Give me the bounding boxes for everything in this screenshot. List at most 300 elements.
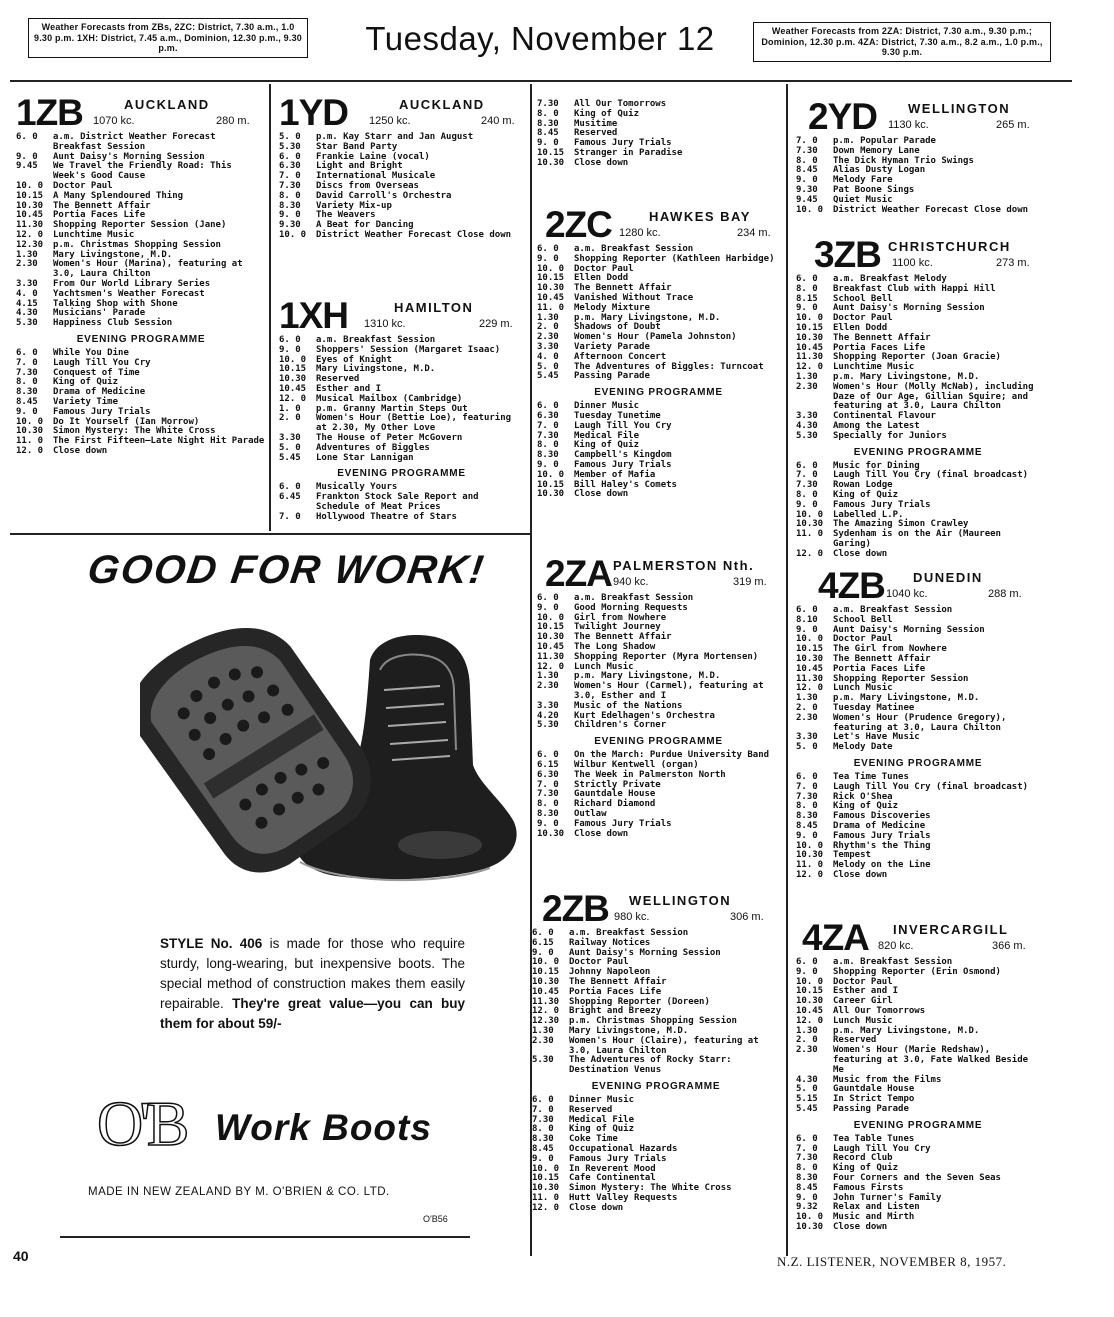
time: 5.45	[537, 371, 559, 382]
time: 2. 0	[796, 1035, 818, 1046]
time: 6. 0	[537, 593, 559, 603]
time: 10. 0	[537, 612, 565, 623]
programme: Dinner Music	[569, 1094, 635, 1105]
wavelength: 240 m.	[481, 115, 515, 127]
programme: Music of the Nations	[574, 700, 683, 711]
time: 9. 0	[279, 210, 301, 221]
station-3zb	[796, 234, 1040, 560]
programme: p.m. Mary Livingstone, M.D.	[833, 371, 980, 382]
wavelength: 306 m.	[730, 911, 764, 923]
ad-code: O'B56	[423, 1214, 448, 1224]
call-sign: 4ZA	[802, 917, 869, 958]
time: 6. 0	[537, 750, 559, 761]
programme: Sydenham is on the Air (Maureen Garing)	[833, 529, 1001, 549]
evening-heading: EVENING PROGRAMME	[591, 1080, 721, 1092]
time: 12. 0	[16, 445, 44, 456]
programme: a.m. Breakfast Session	[574, 593, 694, 603]
programme: A Beat for Dancing	[316, 220, 414, 231]
header-rule	[10, 80, 1072, 82]
time: 10.30	[537, 632, 565, 643]
time: 8.30	[537, 118, 559, 129]
programme: p.m. Mary Livingstone, M.D.	[574, 671, 721, 682]
time: 3.30	[537, 341, 559, 352]
programme: Famous Jury Trials	[833, 830, 931, 841]
time: 2.30	[537, 681, 559, 692]
station-2za	[537, 553, 780, 839]
programme: Shopping Reporter (Kathleen Harbidge)	[574, 253, 775, 264]
programme: Passing Parade	[574, 371, 650, 382]
programme: Women's Hour (Prudence Gregory), featuring at 3.0, Laura Chilton	[833, 712, 1007, 733]
time: 10. 0	[796, 313, 824, 324]
programme: Close down	[833, 548, 888, 559]
frequency: 1250 kc.	[369, 115, 411, 127]
time: 8. 0	[537, 108, 559, 119]
time: 6. 0	[796, 957, 818, 967]
ob-logo: O'B	[97, 1088, 186, 1159]
call-sign: 1XH	[279, 295, 348, 336]
programme: Close down	[574, 489, 629, 500]
programme: Vanished Without Trace	[574, 292, 694, 303]
time: 11.30	[796, 673, 824, 684]
programme: Breakfast Club with Happi Hill	[833, 283, 996, 294]
time: 10.15	[532, 967, 560, 978]
schedule-row	[537, 721, 780, 731]
city-name: PALMERSTON Nth.	[613, 558, 755, 573]
time: 4.30	[16, 308, 38, 319]
programme: King of Quiz	[569, 1124, 635, 1135]
time: 9. 0	[279, 344, 301, 355]
price-callout: They're great value—you can buy them for about 59/-	[160, 996, 465, 1031]
programme: Mary Livingstone, M.D.	[569, 1025, 689, 1036]
time: 4.15	[16, 298, 38, 309]
time: 5. 0	[279, 442, 301, 453]
evening-schedule	[16, 349, 266, 457]
programme: p.m. Mary Livingstone, M.D.	[833, 693, 980, 704]
style-number: STYLE No. 406	[160, 936, 263, 951]
time: 8. 0	[796, 283, 818, 294]
ad-headline: GOOD FOR WORK!	[84, 548, 489, 592]
time: 9.45	[796, 194, 818, 205]
evening-heading: EVENING PROGRAMME	[853, 446, 983, 458]
time: 10.30	[537, 828, 565, 839]
time: 10.30	[537, 489, 565, 500]
time: 8. 0	[537, 799, 559, 810]
programme: Aunt Daisy's Morning Session	[833, 624, 985, 635]
programme: Mary Livingstone, M.D.	[53, 249, 173, 260]
city-name: HAWKES BAY	[649, 209, 751, 224]
programme: a.m. Breakfast Session	[316, 335, 436, 345]
programme: Famous Jury Trials	[569, 1153, 667, 1164]
programme: Four Corners and the Seven Seas	[833, 1172, 1001, 1183]
evening-heading: EVENING PROGRAMME	[337, 468, 466, 480]
programme: Women's Hour (Molly McNab), including Daze of Our Age, Gillian Squire; and featuring at 3.0, Laura Chilton	[833, 381, 1034, 412]
programme: a.m. Breakfast Session	[574, 244, 694, 254]
time: 6. 0	[796, 605, 818, 615]
ad-body-copy	[160, 934, 465, 1034]
programme: p.m. Christmas Shopping Session	[53, 239, 221, 250]
programme: Record Club	[833, 1153, 893, 1164]
time: 6.30	[537, 769, 559, 780]
time: 5.15	[796, 1094, 818, 1105]
weather-forecast-box-left: Weather Forecasts from ZBs, 2ZC: District, 7.30 a.m., 1.0 9.30 p.m. 1XH: District, 7.45 a.m., Dominion, 12.30 p.m., 9.30 p.m.	[28, 18, 308, 58]
time: 3.30	[537, 700, 559, 711]
programme: Discs from Overseas	[316, 180, 419, 191]
programme: Wilbur Kentwell (organ)	[574, 759, 699, 770]
time: 2.30	[796, 712, 818, 723]
time: 12.30	[16, 239, 44, 250]
frequency: 1070 kc.	[93, 115, 135, 127]
schedule-row	[16, 133, 266, 153]
time: 7. 0	[796, 781, 818, 792]
programme: District Weather Forecast Close down	[833, 204, 1029, 215]
schedule-row	[796, 714, 1040, 734]
station-2zc	[537, 204, 780, 500]
column-divider-1	[269, 84, 271, 531]
evening-schedule	[279, 483, 524, 522]
programme: Melody on the Line	[833, 860, 931, 871]
time: 10.45	[279, 383, 307, 394]
time: 10. 0	[16, 416, 44, 427]
call-sign: 2ZB	[542, 888, 609, 929]
programme: Portia Faces Life	[833, 663, 926, 674]
day-schedule	[796, 958, 1040, 1115]
programme: Afternoon Concert	[574, 351, 667, 362]
programme: Reserved	[833, 1035, 877, 1046]
call-sign: 1ZB	[16, 92, 83, 133]
programme: Ellen Dodd	[574, 273, 629, 284]
programme: Women's Hour (Pamela Johnston)	[574, 332, 737, 343]
time: 10.30	[537, 283, 565, 294]
programme: Melody Fare	[833, 175, 893, 186]
programme: On the March: Purdue University Band	[574, 750, 770, 761]
programme: Shopping Reporter (Myra Mortensen)	[574, 651, 759, 662]
time: 10. 0	[796, 509, 824, 520]
station-1zb	[16, 92, 266, 457]
time: 8. 0	[796, 801, 818, 812]
time: 10.15	[532, 1173, 560, 1184]
programme: Bill Haley's Comets	[574, 479, 677, 490]
station-2yc-continued	[537, 98, 780, 169]
programme: Portia Faces Life	[53, 210, 146, 221]
time: 6. 0	[532, 1094, 554, 1105]
time: 10.45	[796, 663, 824, 674]
programme: Simon Mystery: The White Cross	[53, 426, 216, 437]
schedule-row	[279, 454, 524, 464]
programme: Famous Jury Trials	[574, 459, 672, 470]
schedule-row	[537, 682, 780, 702]
programme: Shadows of Doubt	[574, 322, 661, 333]
time: 12. 0	[532, 1202, 560, 1213]
programme: Shopping Reporter (Doreen)	[569, 996, 710, 1007]
evening-schedule	[532, 1096, 780, 1214]
programme: Tuesday Tunetime	[574, 410, 661, 421]
programme: Medical File	[574, 430, 640, 441]
schedule-row	[16, 162, 266, 182]
programme: Rhythm's the Thing	[833, 840, 931, 851]
time: 10.30	[796, 1221, 824, 1232]
schedule-row	[796, 1105, 1040, 1115]
station-2zb	[532, 888, 780, 1214]
time: 9. 0	[537, 818, 559, 829]
programme: Aunt Daisy's Morning Session	[569, 947, 721, 958]
programme: a.m. Breakfast Session	[833, 957, 953, 967]
programme: King of Quiz	[833, 1163, 899, 1174]
evening-heading: EVENING PROGRAMME	[594, 736, 723, 748]
time: 6.30	[537, 410, 559, 421]
programme: Aunt Daisy's Morning Session	[833, 303, 985, 314]
call-sign: 4ZB	[818, 565, 885, 606]
programme: Famous Jury Trials	[833, 499, 931, 510]
station-1xh	[279, 295, 524, 523]
time: 6. 0	[537, 244, 559, 254]
programme: International Musicale	[316, 171, 436, 182]
time: 11. 0	[796, 860, 824, 871]
programme: Career Girl	[833, 996, 893, 1007]
time: 7. 0	[537, 779, 559, 790]
programme: King of Quiz	[833, 489, 899, 500]
programme: The Weavers	[316, 210, 376, 221]
programme: The Adventures of Biggles: Turncoat	[574, 361, 764, 372]
schedule-row	[796, 1223, 1040, 1233]
programme: Musitime	[574, 118, 618, 129]
programme: The House of Peter McGovern	[316, 432, 463, 443]
programme: a.m. Breakfast Melody	[833, 274, 947, 284]
programme: Aunt Daisy's Morning Session	[53, 151, 205, 162]
frequency: 1130 kc.	[888, 119, 929, 131]
programme: John Turner's Family	[833, 1192, 942, 1203]
time: 7.30	[796, 791, 818, 802]
day-schedule	[532, 929, 780, 1076]
time: 6. 0	[16, 347, 38, 358]
programme: a.m. District Weather Forecast Breakfast Session	[53, 132, 216, 152]
programme: Doctor Paul	[833, 976, 893, 987]
time: 6. 0	[796, 771, 818, 782]
time: 10.30	[279, 374, 307, 385]
time: 2. 0	[279, 413, 301, 424]
programme: Tea Time Tunes	[833, 771, 909, 782]
time: 10.45	[796, 342, 824, 353]
programme: King of Quiz	[833, 801, 899, 812]
time: 7.30	[279, 180, 301, 191]
city-name: CHRISTCHURCH	[888, 239, 1011, 254]
programme: p.m. Mary Livingstone, M.D.	[833, 1025, 980, 1036]
programme: Cafe Continental	[569, 1173, 656, 1184]
time: 2. 0	[796, 702, 818, 713]
time: 10.15	[796, 986, 824, 997]
time: 9. 0	[537, 459, 559, 470]
time: 11.30	[16, 220, 44, 231]
programme: King of Quiz	[574, 440, 640, 451]
programme: Lunchtime Music	[833, 362, 915, 373]
programme: Member of Mafia	[574, 469, 656, 480]
time: 10.45	[537, 641, 565, 652]
time: 2.30	[537, 332, 559, 343]
schedule-row	[796, 206, 1040, 216]
programme: Laugh Till You Cry (final broadcast)	[833, 781, 1029, 792]
time: 9. 0	[532, 1153, 554, 1164]
programme: p.m. Popular Parade	[833, 136, 936, 146]
wavelength: 265 m.	[996, 119, 1030, 131]
programme: Richard Diamond	[574, 799, 656, 810]
wavelength: 273 m.	[996, 257, 1030, 269]
time: 3.30	[796, 411, 818, 422]
schedule-row	[16, 260, 266, 280]
programme: The Bennett Affair	[569, 976, 667, 987]
wavelength: 229 m.	[479, 318, 513, 330]
publication-footer: N.Z. LISTENER, NOVEMBER 8, 1957.	[777, 1254, 1007, 1269]
time: 10.45	[537, 292, 565, 303]
time: 11. 0	[796, 529, 824, 540]
time: 9. 0	[796, 303, 818, 314]
time: 10. 0	[796, 976, 824, 987]
programme: Strictly Private	[574, 779, 661, 790]
time: 10.15	[279, 364, 307, 375]
programme: The Bennett Affair	[833, 332, 931, 343]
evening-schedule	[796, 1135, 1040, 1233]
programme: Tea Table Tunes	[833, 1133, 915, 1144]
programme: Variety Time	[53, 396, 119, 407]
city-name: AUCKLAND	[399, 97, 485, 112]
time: 6.30	[279, 161, 301, 172]
day-schedule	[279, 336, 524, 463]
time: 10.30	[796, 653, 824, 664]
programme: District Weather Forecast Close down	[316, 229, 512, 240]
time: 10.30	[16, 200, 44, 211]
time: 10.30	[796, 519, 824, 530]
programme: Portia Faces Life	[833, 342, 926, 353]
programme: Happiness Club Session	[53, 318, 173, 329]
programme: Reserved	[569, 1104, 613, 1115]
time: 9.30	[796, 184, 818, 195]
schedule-row	[16, 319, 266, 329]
programme: Bright and Breezy	[569, 1006, 662, 1017]
time: 9. 0	[796, 624, 818, 635]
time: 5. 0	[537, 361, 559, 372]
schedule-row	[796, 743, 1040, 753]
time: 8.10	[796, 614, 818, 625]
time: 10.30	[16, 426, 44, 437]
programme: Alias Dusty Logan	[833, 165, 926, 176]
time: 10.15	[16, 190, 44, 201]
evening-schedule	[537, 751, 780, 839]
time: 10.30	[537, 157, 565, 168]
programme: Melody Date	[833, 742, 893, 753]
time: 10.30	[796, 996, 824, 1007]
programme: Down Memory Lane	[833, 145, 920, 156]
programme: Drama of Medicine	[833, 820, 926, 831]
time: 11. 0	[532, 1192, 560, 1203]
programme: Women's Hour (Marie Redshaw), featuring at 3.0, Fate Walked Beside Me	[833, 1045, 1029, 1075]
call-sign: 2ZC	[545, 204, 612, 245]
call-sign: 3ZB	[814, 234, 881, 275]
time: 6. 0	[796, 1133, 818, 1144]
schedule-row	[532, 1037, 780, 1057]
frequency: 1310 kc.	[364, 318, 406, 330]
time: 9.30	[279, 220, 301, 231]
time: 12.30	[532, 1016, 560, 1027]
programme: While You Dine	[53, 347, 129, 358]
frequency: 1280 kc.	[619, 227, 661, 239]
programme: Star Band Party	[316, 141, 398, 152]
evening-heading: EVENING PROGRAMME	[853, 1119, 983, 1131]
programme: p.m. Christmas Shopping Session	[569, 1016, 737, 1027]
schedule-row	[796, 1046, 1040, 1075]
time: 8.30	[16, 387, 38, 398]
time: 10.15	[537, 622, 565, 633]
time: 11.30	[796, 352, 824, 363]
time: 7.30	[796, 145, 818, 156]
page-number: 40	[13, 1248, 29, 1264]
programme: Doctor Paul	[53, 180, 113, 191]
programme: Labelled L.P.	[833, 509, 904, 520]
programme: a.m. Breakfast Session	[833, 605, 953, 615]
time: 8. 0	[532, 1124, 554, 1135]
time: 9. 0	[796, 1192, 818, 1203]
time: 1.30	[16, 249, 38, 260]
frequency: 1100 kc.	[892, 257, 933, 269]
time: 10. 0	[532, 957, 560, 968]
programme: We Travel the Friendly Road: This Week's Good Cause	[53, 161, 232, 182]
programme: Railway Notices	[569, 937, 651, 948]
time: 9. 0	[796, 966, 818, 977]
programme: Laugh Till You Cry (final broadcast)	[833, 470, 1029, 481]
programme: King of Quiz	[53, 377, 119, 388]
schedule-row	[796, 383, 1040, 412]
time: 8.45	[796, 820, 818, 831]
time: 10.45	[796, 1005, 824, 1016]
time: 9. 0	[16, 406, 38, 417]
time: 11.30	[537, 651, 565, 662]
time: 12. 0	[537, 661, 565, 672]
evening-schedule	[537, 402, 780, 500]
city-name: WELLINGTON	[908, 101, 1011, 116]
day-schedule	[537, 594, 780, 731]
programme: Famous Firsts	[833, 1182, 904, 1193]
boot-illustration	[140, 600, 520, 910]
wavelength: 319 m.	[733, 576, 767, 588]
time: 8. 0	[16, 377, 38, 388]
programme: Passing Parade	[833, 1103, 909, 1114]
programme: Adventures of Biggles	[316, 442, 430, 453]
time: 10. 0	[279, 229, 307, 240]
time: 8.30	[532, 1134, 554, 1145]
programme: Laugh Till You Cry	[53, 357, 151, 368]
programme: The Bennett Affair	[574, 632, 672, 643]
time: 9. 0	[796, 499, 818, 510]
programme: Pat Boone Sings	[833, 184, 915, 195]
programme: Continental Flavour	[833, 411, 936, 422]
programme: All Our Tomorrows	[833, 1005, 926, 1016]
time: 3.30	[796, 732, 818, 743]
day-schedule	[796, 275, 1040, 442]
time: 9. 0	[532, 947, 554, 958]
programme: Frankton Stock Sale Report and Schedule of Meat Prices	[316, 492, 479, 512]
time: 9.32	[796, 1202, 818, 1213]
time: 7.30	[796, 1153, 818, 1164]
call-sign: 2ZA	[545, 553, 612, 594]
time: 10.45	[532, 986, 560, 997]
programme: Dinner Music	[574, 401, 640, 412]
day-schedule	[16, 133, 266, 329]
programme: Tempest	[833, 850, 871, 861]
time: 7. 0	[537, 420, 559, 431]
ad-bottom-rule	[60, 1236, 470, 1238]
time: 8.30	[796, 1172, 818, 1183]
time: 10.30	[796, 332, 824, 343]
programme: Occupational Hazards	[569, 1143, 678, 1154]
time: 7.30	[537, 430, 559, 441]
programme: Shopping Reporter (Joan Gracie)	[833, 352, 1001, 363]
